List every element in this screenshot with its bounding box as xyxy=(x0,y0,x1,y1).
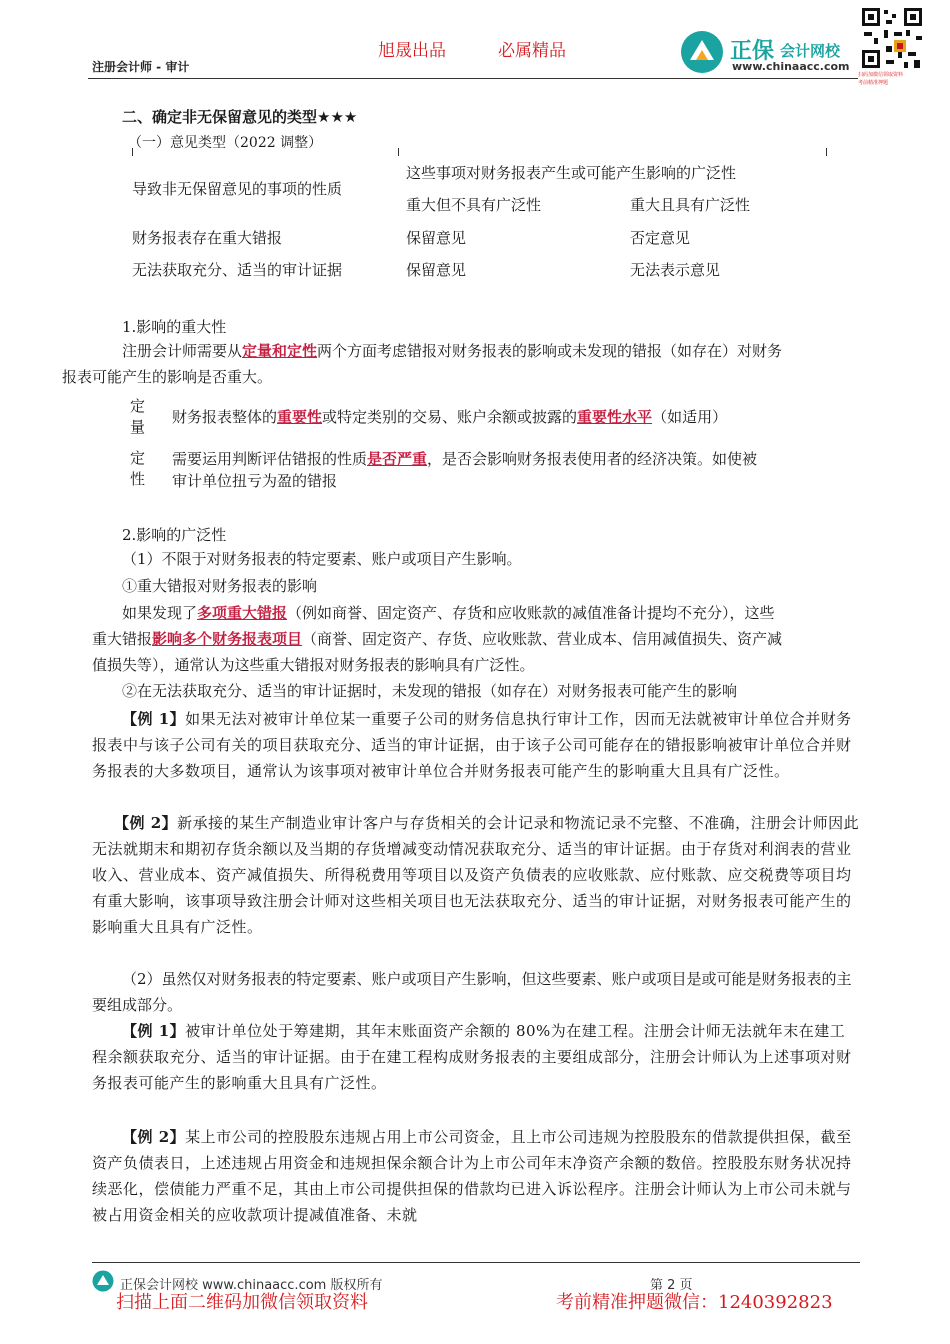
breadcrumb: 注册会计师 - 审计 xyxy=(92,60,190,74)
quant-description xyxy=(172,406,727,427)
example-tag: 【例 1】 xyxy=(122,710,186,728)
example-paragraph xyxy=(92,1018,860,1096)
example-tag: 【例 2】 xyxy=(122,1128,186,1146)
text: 定 xyxy=(130,397,146,415)
example-paragraph xyxy=(92,810,860,940)
table-corner-mark xyxy=(398,148,399,156)
quant-label xyxy=(130,396,145,438)
text: ，是否会影响财务报表使用者的经济决策。如使被 xyxy=(427,450,758,468)
list-item: （1）不限于对财务报表的特定要素、账户或项目产生影响。 xyxy=(122,550,522,568)
text: 定 xyxy=(130,449,146,467)
header-slogan-right: 必属精品 xyxy=(498,41,566,61)
page-number: 第 2 页 xyxy=(650,1278,693,1293)
example-paragraph xyxy=(92,706,860,784)
text: 量 xyxy=(130,418,146,436)
text: 新承接的某生产制造业审计客户与存货相关的会计记录和物流记录不完整、不准确，注册会计师因此无法就期末和期初存货余额以及当期的存货增减变动情况获取充分、适当的审计证据。由于存货对利润表的营业收入、营业成本、资产减值损失、所得税费用等项目以及资产负债表的应收账款、应付账款、应交税费等项目均有重大影响，该事项导致注册会计师对这些相关项目也无法获取充分、适当的审计证据，对财务报表可能产生的影响重大且具有广泛性。 xyxy=(92,814,860,936)
example-paragraph xyxy=(92,1124,860,1228)
text: 如果发现了 xyxy=(122,604,198,622)
emphasis-text: 定量和定性 xyxy=(242,342,318,360)
logo-name: 正保 xyxy=(730,39,775,64)
text: 如果无法对被审计单位某一重要子公司的财务信息执行审计工作，因而无法就被审计单位合并财务报表中与该子公司有关的项目获取充分、适当的审计证据，由于该子公司可能存在的错报影响被审计单位合并财务报表的大多数项目，通常认为该事项对被审计单位合并财务报表可能产生的影响重大且具有广泛性。 xyxy=(92,710,852,780)
table-row-label: 无法获取充分、适当的审计证据 xyxy=(132,261,343,279)
emphasis-text: 多项重大错报 xyxy=(197,604,288,622)
emphasis-text: 重要性 xyxy=(277,408,323,426)
text: 性 xyxy=(130,470,146,488)
footer-promo-left: 扫描上面二维码加微信领取资料 xyxy=(116,1292,368,1313)
logo-url: www.chinaacc.com xyxy=(732,60,850,73)
qual-label xyxy=(130,448,145,490)
qr-caption-1: 扫码加微信领取资料 xyxy=(858,72,904,78)
subsection-heading: 1.影响的重大性 xyxy=(122,318,227,336)
table-cell: 保留意见 xyxy=(406,229,467,247)
text: 两个方面考虑错报对财务报表的影响或未发现的错报（如存在）对财务 xyxy=(317,342,783,360)
table-row-label: 财务报表存在重大错报 xyxy=(132,229,283,247)
table-header-left: 导致非无保留意见的事项的性质 xyxy=(132,180,343,198)
section-subtitle: （一）意见类型（2022 调整） xyxy=(128,135,323,151)
qual-description xyxy=(172,448,852,492)
text: 财务报表整体的 xyxy=(172,408,278,426)
list-item: ②在无法获取充分、适当的审计证据时，未发现的错报（如存在）对财务报表可能产生的影响 xyxy=(122,682,738,700)
qr-code-icon xyxy=(860,6,924,70)
paragraph xyxy=(62,338,860,390)
paragraph xyxy=(92,600,860,678)
table-corner-mark xyxy=(826,148,827,156)
emphasis-text: 影响多个财务报表项目 xyxy=(152,630,303,648)
text: （如适用） xyxy=(652,408,728,426)
table-cell: 保留意见 xyxy=(406,261,467,279)
text: 被审计单位处于筹建期，其年末账面资产余额的 80%为在建工程。注册会计师无法就年末在建工程余额获取充分、适当的审计证据。由于在建工程构成财务报表的主要组成部分，注册会计师认为上述事项对财务报表可能产生的影响重大且具有广泛性。 xyxy=(92,1022,852,1092)
emphasis-text: 是否严重 xyxy=(367,450,428,468)
text: 或特定类别的交易、账户余额或披露的 xyxy=(322,408,578,426)
text: 某上市公司的控股股东违规占用上市公司资金，且上市公司违规为控股股东的借款提供担保，截至资产负债表日，上述违规占用资金和违规担保余额合计为上市公司年末净资产余额的数倍。控股股东财务状况持续恶化，偿债能力严重不足，其由上市公司提供担保的借款均已进入诉讼程序。注册会计师认为上市公司未就与被占用资金相关的应收款项计提减值准备、未就 xyxy=(92,1128,852,1224)
list-item: （2）虽然仅对财务报表的特定要素、账户或项目产生影响，但这些要素、账户或项目是或可能是财务报表的主要组成部分。 xyxy=(92,970,852,1014)
logo-subname: 会计网校 xyxy=(780,42,841,60)
table-cell: 否定意见 xyxy=(630,229,691,247)
footer-logo-icon xyxy=(92,1270,114,1292)
text: 注册会计师需要从 xyxy=(122,342,243,360)
footer-promo-right: 考前精准押题微信：1240392823 xyxy=(556,1292,833,1313)
text: 审计单位扭亏为盈的错报 xyxy=(172,472,338,490)
text: 值损失等），通常认为这些重大错报对财务报表的影响具有广泛性。 xyxy=(92,656,535,674)
text: 报表可能产生的影响是否重大。 xyxy=(62,368,273,386)
text: 需要运用判断评估错报的性质 xyxy=(172,450,368,468)
table-header-top: 这些事项对财务报表产生或可能产生影响的广泛性 xyxy=(406,164,737,182)
text: 重大错报 xyxy=(92,630,153,648)
table-corner-mark xyxy=(132,148,133,156)
section-title: 二、确定非无保留意见的类型★★★ xyxy=(122,108,358,126)
header-divider xyxy=(88,78,858,79)
footer-copyright: 正保会计网校 www.chinaacc.com 版权所有 xyxy=(120,1278,383,1293)
emphasis-text: 重要性水平 xyxy=(577,408,653,426)
example-tag: 【例 2】 xyxy=(114,814,178,832)
footer-divider xyxy=(92,1262,860,1263)
table-col-header-2: 重大且具有广泛性 xyxy=(630,196,751,214)
logo-icon xyxy=(680,30,724,74)
subsection-heading: 2.影响的广泛性 xyxy=(122,526,227,544)
table-col-header-1: 重大但不具有广泛性 xyxy=(406,196,542,214)
header-slogan-left: 旭晟出品 xyxy=(378,41,446,61)
example-tag: 【例 1】 xyxy=(122,1022,186,1040)
qr-caption-2: 考前精准押题 xyxy=(858,80,889,86)
text: （商誉、固定资产、存货、应收账款、营业成本、信用减值损失、资产减 xyxy=(302,630,783,648)
text: （例如商誉、固定资产、存货和应收账款的减值准备计提均不充分），这些 xyxy=(287,604,775,622)
table-cell: 无法表示意见 xyxy=(630,261,721,279)
list-item: ①重大错报对财务报表的影响 xyxy=(122,577,318,595)
